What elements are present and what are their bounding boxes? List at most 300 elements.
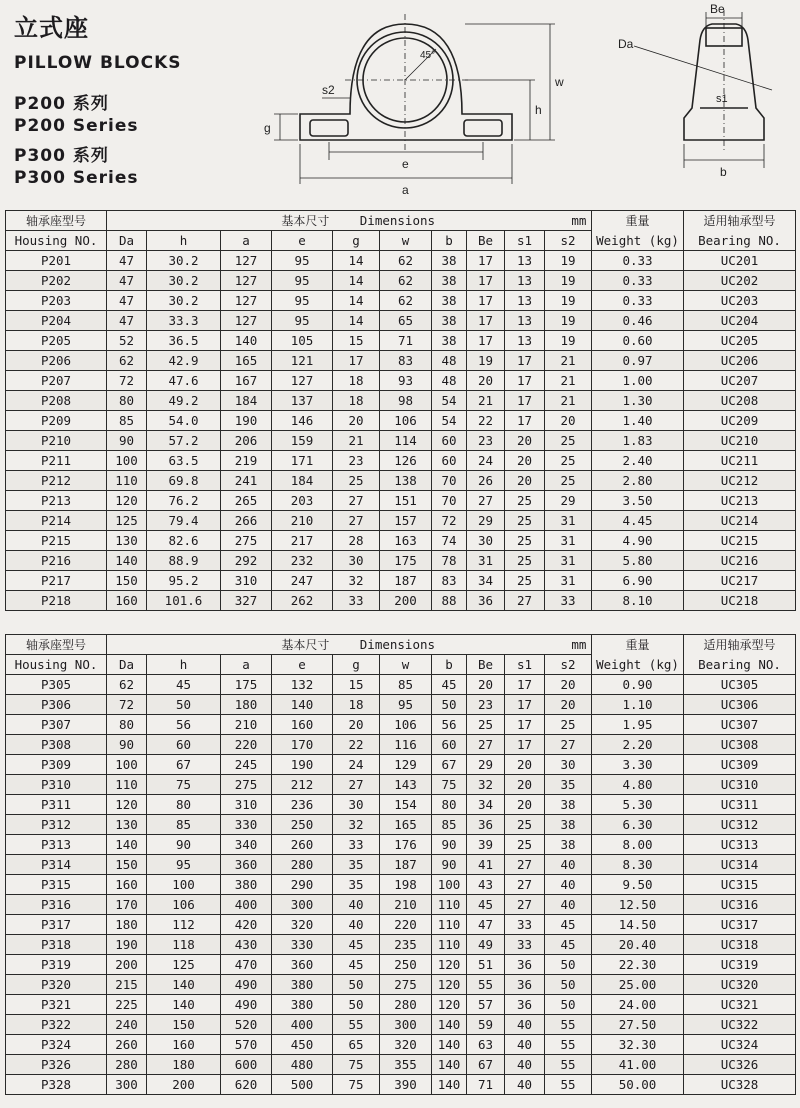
col-w: w xyxy=(380,231,432,251)
cell-weight: 8.30 xyxy=(592,855,684,875)
cell-weight: 6.30 xyxy=(592,815,684,835)
cell-h: 79.4 xyxy=(147,511,221,531)
cell-a: 620 xyxy=(221,1075,272,1095)
cell-weight: 22.30 xyxy=(592,955,684,975)
cell-h: 101.6 xyxy=(147,591,221,611)
cell-a: 266 xyxy=(221,511,272,531)
cell-da: 72 xyxy=(107,695,147,715)
cell-bearing-no: UC306 xyxy=(684,695,796,715)
cell-a: 360 xyxy=(221,855,272,875)
cell-g: 17 xyxy=(333,351,380,371)
series-label-p300-cn: P300 系列 xyxy=(14,146,109,166)
cell-bearing-no: UC201 xyxy=(684,251,796,271)
cell-bearing-no: UC212 xyxy=(684,471,796,491)
table-row xyxy=(6,471,796,491)
cell-a: 600 xyxy=(221,1055,272,1075)
cell-h: 49.2 xyxy=(147,391,221,411)
cell-da: 280 xyxy=(107,1055,147,1075)
cell-a: 340 xyxy=(221,835,272,855)
cell-housing-no: P213 xyxy=(6,491,107,511)
cell-w: 198 xyxy=(380,875,432,895)
cell-housing-no: P204 xyxy=(6,311,107,331)
cell-s1: 25 xyxy=(505,571,545,591)
cell-weight: 1.10 xyxy=(592,695,684,715)
cell-bearing-no: UC320 xyxy=(684,975,796,995)
col-da: Da xyxy=(107,655,147,675)
cell-da: 110 xyxy=(107,775,147,795)
cell-be: 27 xyxy=(467,491,505,511)
table-row xyxy=(6,451,796,471)
cell-s2: 50 xyxy=(545,955,592,975)
col-a: a xyxy=(221,655,272,675)
cell-da: 90 xyxy=(107,431,147,451)
cell-housing-no: P326 xyxy=(6,1055,107,1075)
cell-bearing-no: UC326 xyxy=(684,1055,796,1075)
bearing-header xyxy=(684,635,796,675)
cell-be: 30 xyxy=(467,531,505,551)
cell-s2: 55 xyxy=(545,1015,592,1035)
cell-be: 19 xyxy=(467,351,505,371)
cell-weight: 4.80 xyxy=(592,775,684,795)
cell-w: 157 xyxy=(380,511,432,531)
cell-b: 90 xyxy=(432,855,467,875)
angle-label: 45° xyxy=(420,50,436,61)
cell-bearing-no: UC312 xyxy=(684,815,796,835)
cell-weight: 0.33 xyxy=(592,271,684,291)
cell-be: 23 xyxy=(467,695,505,715)
cell-be: 27 xyxy=(467,735,505,755)
cell-s2: 25 xyxy=(545,715,592,735)
cell-e: 500 xyxy=(272,1075,333,1095)
cell-da: 150 xyxy=(107,571,147,591)
cell-s1: 27 xyxy=(505,855,545,875)
cell-da: 110 xyxy=(107,471,147,491)
front-view-drawing xyxy=(250,2,590,202)
cell-weight: 3.30 xyxy=(592,755,684,775)
col-g: g xyxy=(333,231,380,251)
cell-g: 21 xyxy=(333,431,380,451)
cell-s1: 40 xyxy=(505,1055,545,1075)
cell-h: 140 xyxy=(147,975,221,995)
cell-housing-no: P206 xyxy=(6,351,107,371)
cell-be: 20 xyxy=(467,675,505,695)
page-header xyxy=(14,8,274,189)
cell-a: 220 xyxy=(221,735,272,755)
cell-g: 28 xyxy=(333,531,380,551)
cell-b: 60 xyxy=(432,451,467,471)
cell-be: 36 xyxy=(467,815,505,835)
cell-da: 80 xyxy=(107,715,147,735)
cell-b: 38 xyxy=(432,331,467,351)
label-s1: s1 xyxy=(716,93,728,105)
table-row xyxy=(6,311,796,331)
cell-weight: 12.50 xyxy=(592,895,684,915)
cell-bearing-no: UC204 xyxy=(684,311,796,331)
cell-a: 210 xyxy=(221,715,272,735)
cell-s2: 21 xyxy=(545,391,592,411)
cell-g: 18 xyxy=(333,391,380,411)
table-row xyxy=(6,1075,796,1095)
cell-b: 72 xyxy=(432,511,467,531)
cell-s1: 17 xyxy=(505,351,545,371)
cell-a: 327 xyxy=(221,591,272,611)
cell-bearing-no: UC328 xyxy=(684,1075,796,1095)
cell-w: 355 xyxy=(380,1055,432,1075)
cell-g: 30 xyxy=(333,551,380,571)
cell-be: 63 xyxy=(467,1035,505,1055)
cell-a: 570 xyxy=(221,1035,272,1055)
col-be: Be xyxy=(467,655,505,675)
cell-da: 52 xyxy=(107,331,147,351)
cell-b: 54 xyxy=(432,391,467,411)
cell-e: 171 xyxy=(272,451,333,471)
cell-b: 100 xyxy=(432,875,467,895)
cell-bearing-no: UC322 xyxy=(684,1015,796,1035)
spec-table-p200 xyxy=(5,210,796,611)
cell-weight: 1.95 xyxy=(592,715,684,735)
cell-w: 200 xyxy=(380,591,432,611)
cell-h: 57.2 xyxy=(147,431,221,451)
cell-bearing-no: UC317 xyxy=(684,915,796,935)
cell-h: 75 xyxy=(147,775,221,795)
cell-h: 200 xyxy=(147,1075,221,1095)
housing-header-en: Housing NO. xyxy=(6,655,107,675)
cell-bearing-no: UC210 xyxy=(684,431,796,451)
cell-b: 48 xyxy=(432,351,467,371)
cell-g: 27 xyxy=(333,491,380,511)
cell-e: 184 xyxy=(272,471,333,491)
col-s2: s2 xyxy=(545,655,592,675)
cell-h: 50 xyxy=(147,695,221,715)
cell-housing-no: P212 xyxy=(6,471,107,491)
cell-housing-no: P319 xyxy=(6,955,107,975)
cell-be: 36 xyxy=(467,591,505,611)
bearing-header-en: Bearing NO. xyxy=(698,656,781,672)
cell-housing-no: P307 xyxy=(6,715,107,735)
col-b: b xyxy=(432,231,467,251)
cell-s1: 13 xyxy=(505,331,545,351)
cell-g: 33 xyxy=(333,591,380,611)
cell-s1: 17 xyxy=(505,715,545,735)
cell-s2: 50 xyxy=(545,975,592,995)
cell-bearing-no: UC319 xyxy=(684,955,796,975)
cell-weight: 0.33 xyxy=(592,291,684,311)
cell-g: 50 xyxy=(333,995,380,1015)
col-be: Be xyxy=(467,231,505,251)
cell-weight: 2.20 xyxy=(592,735,684,755)
cell-g: 30 xyxy=(333,795,380,815)
cell-be: 17 xyxy=(467,331,505,351)
cell-bearing-no: UC211 xyxy=(684,451,796,471)
cell-s1: 20 xyxy=(505,795,545,815)
label-a: a xyxy=(402,183,409,197)
cell-g: 27 xyxy=(333,775,380,795)
cell-s1: 13 xyxy=(505,271,545,291)
cell-g: 27 xyxy=(333,511,380,531)
cell-bearing-no: UC321 xyxy=(684,995,796,1015)
cell-s2: 21 xyxy=(545,351,592,371)
cell-housing-no: P211 xyxy=(6,451,107,471)
table-row xyxy=(6,915,796,935)
label-h: h xyxy=(535,103,542,117)
label-b: b xyxy=(720,165,727,179)
series-label-p200-cn: P200 系列 xyxy=(14,94,109,114)
cell-s2: 29 xyxy=(545,491,592,511)
table-row xyxy=(6,855,796,875)
cell-w: 62 xyxy=(380,291,432,311)
cell-s1: 20 xyxy=(505,431,545,451)
cell-g: 18 xyxy=(333,695,380,715)
cell-housing-no: P317 xyxy=(6,915,107,935)
cell-housing-no: P313 xyxy=(6,835,107,855)
col-e: e xyxy=(272,655,333,675)
dims-unit: mm xyxy=(571,212,587,228)
cell-weight: 41.00 xyxy=(592,1055,684,1075)
cell-bearing-no: UC313 xyxy=(684,835,796,855)
cell-a: 490 xyxy=(221,995,272,1015)
cell-e: 360 xyxy=(272,955,333,975)
cell-w: 235 xyxy=(380,935,432,955)
cell-e: 450 xyxy=(272,1035,333,1055)
cell-g: 14 xyxy=(333,311,380,331)
cell-s2: 21 xyxy=(545,371,592,391)
cell-w: 95 xyxy=(380,695,432,715)
cell-bearing-no: UC311 xyxy=(684,795,796,815)
cell-s2: 25 xyxy=(545,471,592,491)
table-row xyxy=(6,1055,796,1075)
cell-s1: 25 xyxy=(505,491,545,511)
cell-housing-no: P309 xyxy=(6,755,107,775)
table-row xyxy=(6,551,796,571)
cell-bearing-no: UC217 xyxy=(684,571,796,591)
cell-bearing-no: UC310 xyxy=(684,775,796,795)
cell-w: 62 xyxy=(380,251,432,271)
cell-a: 167 xyxy=(221,371,272,391)
label-s2: s2 xyxy=(322,83,335,97)
cell-h: 95 xyxy=(147,855,221,875)
cell-s2: 31 xyxy=(545,551,592,571)
cell-weight: 9.50 xyxy=(592,875,684,895)
table-row xyxy=(6,571,796,591)
cell-g: 24 xyxy=(333,755,380,775)
cell-weight: 27.50 xyxy=(592,1015,684,1035)
cell-da: 170 xyxy=(107,895,147,915)
cell-a: 241 xyxy=(221,471,272,491)
cell-w: 163 xyxy=(380,531,432,551)
cell-a: 275 xyxy=(221,531,272,551)
cell-weight: 6.90 xyxy=(592,571,684,591)
cell-weight: 8.00 xyxy=(592,835,684,855)
label-be: Be xyxy=(710,2,725,16)
cell-a: 127 xyxy=(221,271,272,291)
title-english: PILLOW BLOCKS xyxy=(14,53,182,73)
cell-e: 380 xyxy=(272,975,333,995)
cell-g: 35 xyxy=(333,855,380,875)
cell-s2: 20 xyxy=(545,675,592,695)
cell-e: 203 xyxy=(272,491,333,511)
cell-h: 45 xyxy=(147,675,221,695)
cell-da: 180 xyxy=(107,915,147,935)
cell-h: 30.2 xyxy=(147,251,221,271)
cell-w: 143 xyxy=(380,775,432,795)
dimensions-header xyxy=(107,211,592,231)
cell-w: 116 xyxy=(380,735,432,755)
cell-weight: 14.50 xyxy=(592,915,684,935)
cell-a: 175 xyxy=(221,675,272,695)
table-row xyxy=(6,511,796,531)
cell-be: 26 xyxy=(467,471,505,491)
cell-housing-no: P208 xyxy=(6,391,107,411)
cell-be: 71 xyxy=(467,1075,505,1095)
cell-g: 25 xyxy=(333,471,380,491)
cell-e: 95 xyxy=(272,311,333,331)
cell-w: 187 xyxy=(380,571,432,591)
cell-e: 127 xyxy=(272,371,333,391)
cell-s2: 38 xyxy=(545,795,592,815)
cell-da: 62 xyxy=(107,351,147,371)
cell-s2: 40 xyxy=(545,875,592,895)
cell-e: 236 xyxy=(272,795,333,815)
cell-da: 140 xyxy=(107,835,147,855)
cell-be: 20 xyxy=(467,371,505,391)
cell-a: 180 xyxy=(221,695,272,715)
cell-s1: 27 xyxy=(505,875,545,895)
cell-housing-no: P202 xyxy=(6,271,107,291)
cell-w: 176 xyxy=(380,835,432,855)
weight-header-en: Weight (kg) xyxy=(596,232,679,248)
cell-be: 51 xyxy=(467,955,505,975)
cell-weight: 1.40 xyxy=(592,411,684,431)
cell-w: 320 xyxy=(380,1035,432,1055)
cell-be: 34 xyxy=(467,571,505,591)
cell-h: 33.3 xyxy=(147,311,221,331)
cell-e: 217 xyxy=(272,531,333,551)
cell-h: 88.9 xyxy=(147,551,221,571)
cell-housing-no: P318 xyxy=(6,935,107,955)
cell-be: 22 xyxy=(467,411,505,431)
cell-g: 32 xyxy=(333,815,380,835)
cell-be: 17 xyxy=(467,311,505,331)
cell-w: 300 xyxy=(380,1015,432,1035)
cell-e: 330 xyxy=(272,935,333,955)
cell-s1: 25 xyxy=(505,551,545,571)
table-row xyxy=(6,531,796,551)
cell-w: 85 xyxy=(380,675,432,695)
cell-bearing-no: UC208 xyxy=(684,391,796,411)
cell-da: 150 xyxy=(107,855,147,875)
cell-b: 74 xyxy=(432,531,467,551)
cell-s1: 17 xyxy=(505,695,545,715)
cell-e: 160 xyxy=(272,715,333,735)
cell-a: 470 xyxy=(221,955,272,975)
cell-b: 110 xyxy=(432,935,467,955)
col-h: h xyxy=(147,231,221,251)
cell-h: 112 xyxy=(147,915,221,935)
cell-housing-no: P308 xyxy=(6,735,107,755)
cell-weight: 1.83 xyxy=(592,431,684,451)
cell-a: 275 xyxy=(221,775,272,795)
table-row xyxy=(6,391,796,411)
cell-e: 247 xyxy=(272,571,333,591)
cell-a: 127 xyxy=(221,291,272,311)
cell-b: 56 xyxy=(432,715,467,735)
cell-s2: 20 xyxy=(545,695,592,715)
cell-h: 160 xyxy=(147,1035,221,1055)
table-row xyxy=(6,935,796,955)
cell-housing-no: P322 xyxy=(6,1015,107,1035)
cell-a: 206 xyxy=(221,431,272,451)
cell-g: 33 xyxy=(333,835,380,855)
table-row xyxy=(6,795,796,815)
cell-w: 390 xyxy=(380,1075,432,1095)
table-row xyxy=(6,975,796,995)
cell-housing-no: P311 xyxy=(6,795,107,815)
table-row xyxy=(6,835,796,855)
table-row xyxy=(6,291,796,311)
cell-h: 69.8 xyxy=(147,471,221,491)
cell-housing-no: P201 xyxy=(6,251,107,271)
cell-bearing-no: UC205 xyxy=(684,331,796,351)
cell-h: 63.5 xyxy=(147,451,221,471)
cell-housing-no: P203 xyxy=(6,291,107,311)
cell-housing-no: P310 xyxy=(6,775,107,795)
cell-b: 88 xyxy=(432,591,467,611)
cell-g: 15 xyxy=(333,331,380,351)
cell-b: 75 xyxy=(432,775,467,795)
cell-s1: 17 xyxy=(505,411,545,431)
cell-be: 34 xyxy=(467,795,505,815)
cell-b: 140 xyxy=(432,1015,467,1035)
table-row xyxy=(6,875,796,895)
cell-s2: 31 xyxy=(545,531,592,551)
cell-s2: 55 xyxy=(545,1035,592,1055)
cell-g: 18 xyxy=(333,371,380,391)
cell-g: 32 xyxy=(333,571,380,591)
cell-e: 95 xyxy=(272,291,333,311)
cell-e: 380 xyxy=(272,995,333,1015)
cell-h: 76.2 xyxy=(147,491,221,511)
cell-be: 21 xyxy=(467,391,505,411)
cell-e: 159 xyxy=(272,431,333,451)
cell-s2: 25 xyxy=(545,431,592,451)
bearing-header xyxy=(684,211,796,251)
cell-h: 125 xyxy=(147,955,221,975)
cell-bearing-no: UC214 xyxy=(684,511,796,531)
table-row xyxy=(6,251,796,271)
table-row xyxy=(6,695,796,715)
cell-bearing-no: UC305 xyxy=(684,675,796,695)
cell-b: 83 xyxy=(432,571,467,591)
table-row xyxy=(6,411,796,431)
cell-w: 165 xyxy=(380,815,432,835)
cell-housing-no: P312 xyxy=(6,815,107,835)
col-g: g xyxy=(333,655,380,675)
weight-header-cn: 重量 xyxy=(625,213,650,228)
cell-be: 47 xyxy=(467,915,505,935)
weight-header xyxy=(592,211,684,251)
cell-a: 430 xyxy=(221,935,272,955)
cell-da: 125 xyxy=(107,511,147,531)
cell-bearing-no: UC324 xyxy=(684,1035,796,1055)
cell-h: 180 xyxy=(147,1055,221,1075)
cell-w: 83 xyxy=(380,351,432,371)
cell-da: 47 xyxy=(107,291,147,311)
cell-g: 22 xyxy=(333,735,380,755)
cell-be: 24 xyxy=(467,451,505,471)
weight-header xyxy=(592,635,684,675)
cell-b: 50 xyxy=(432,695,467,715)
cell-weight: 5.30 xyxy=(592,795,684,815)
